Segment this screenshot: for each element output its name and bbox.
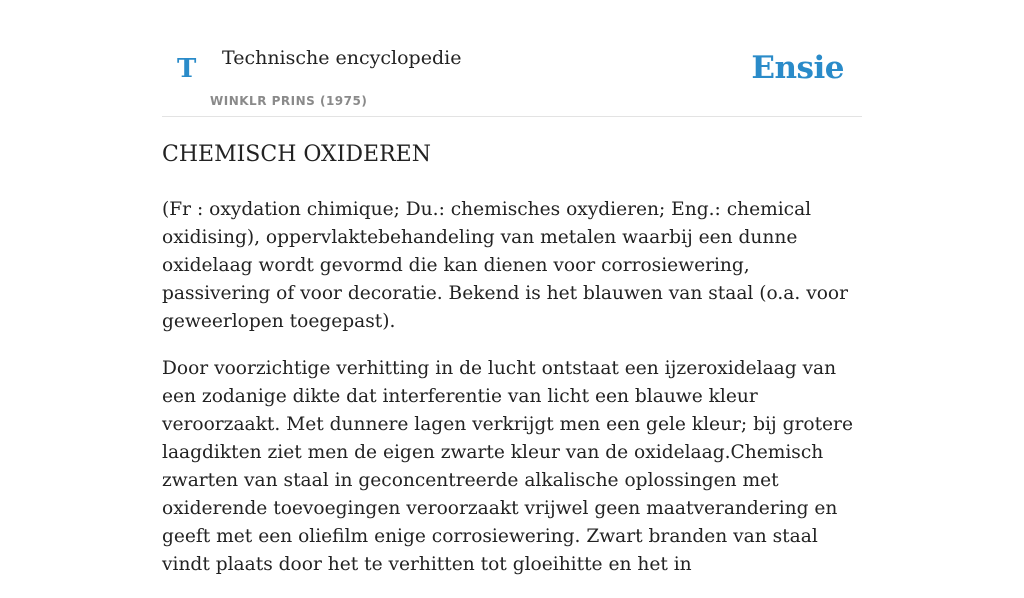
article bbox=[162, 138, 862, 598]
book-title-link[interactable]: Technische encyclopedie bbox=[222, 47, 462, 69]
article-paragraph: Door voorzichtige verhitting in de lucht ontstaat een ijzeroxidelaag van een zodanige dikte dat interferentie van licht een blauwe kleur veroorzaakt. Met dunnere lagen verkrijgt men een gele kleur; bij grotere laagdikten ziet men de eigen zwarte kleur van de oxidelaag.Chemisch zwarten van staal in geconcentreerde alkalische oplossingen met oxiderende toevoegingen veroorzaakt vrijwel geen maatverandering en geeft met een oliefilm enige corrosiewering. Zwart branden van staal vindt plaats door het te verhitten tot gloeihitte en het in bbox=[162, 358, 853, 575]
article-title: CHEMISCH OXIDEREN bbox=[162, 142, 431, 167]
brand-logo-link[interactable]: Ensie bbox=[751, 50, 844, 86]
book-header bbox=[162, 0, 862, 117]
article-paragraph: (Fr : oxydation chimique; Du.: chemisches oxydieren; Eng.: chemical oxidising), oppervlaktebehandeling van metalen waarbij een dunne oxidelaag wordt gevormd die kan dienen voor corrosiewering, passivering of voor decoratie. Bekend is het blauwen van staal (o.a. voor geweerlopen toegepast). bbox=[162, 199, 848, 332]
book-logo-icon[interactable]: T bbox=[177, 54, 197, 84]
book-subtitle: WINKLR PRINS (1975) bbox=[210, 94, 368, 108]
